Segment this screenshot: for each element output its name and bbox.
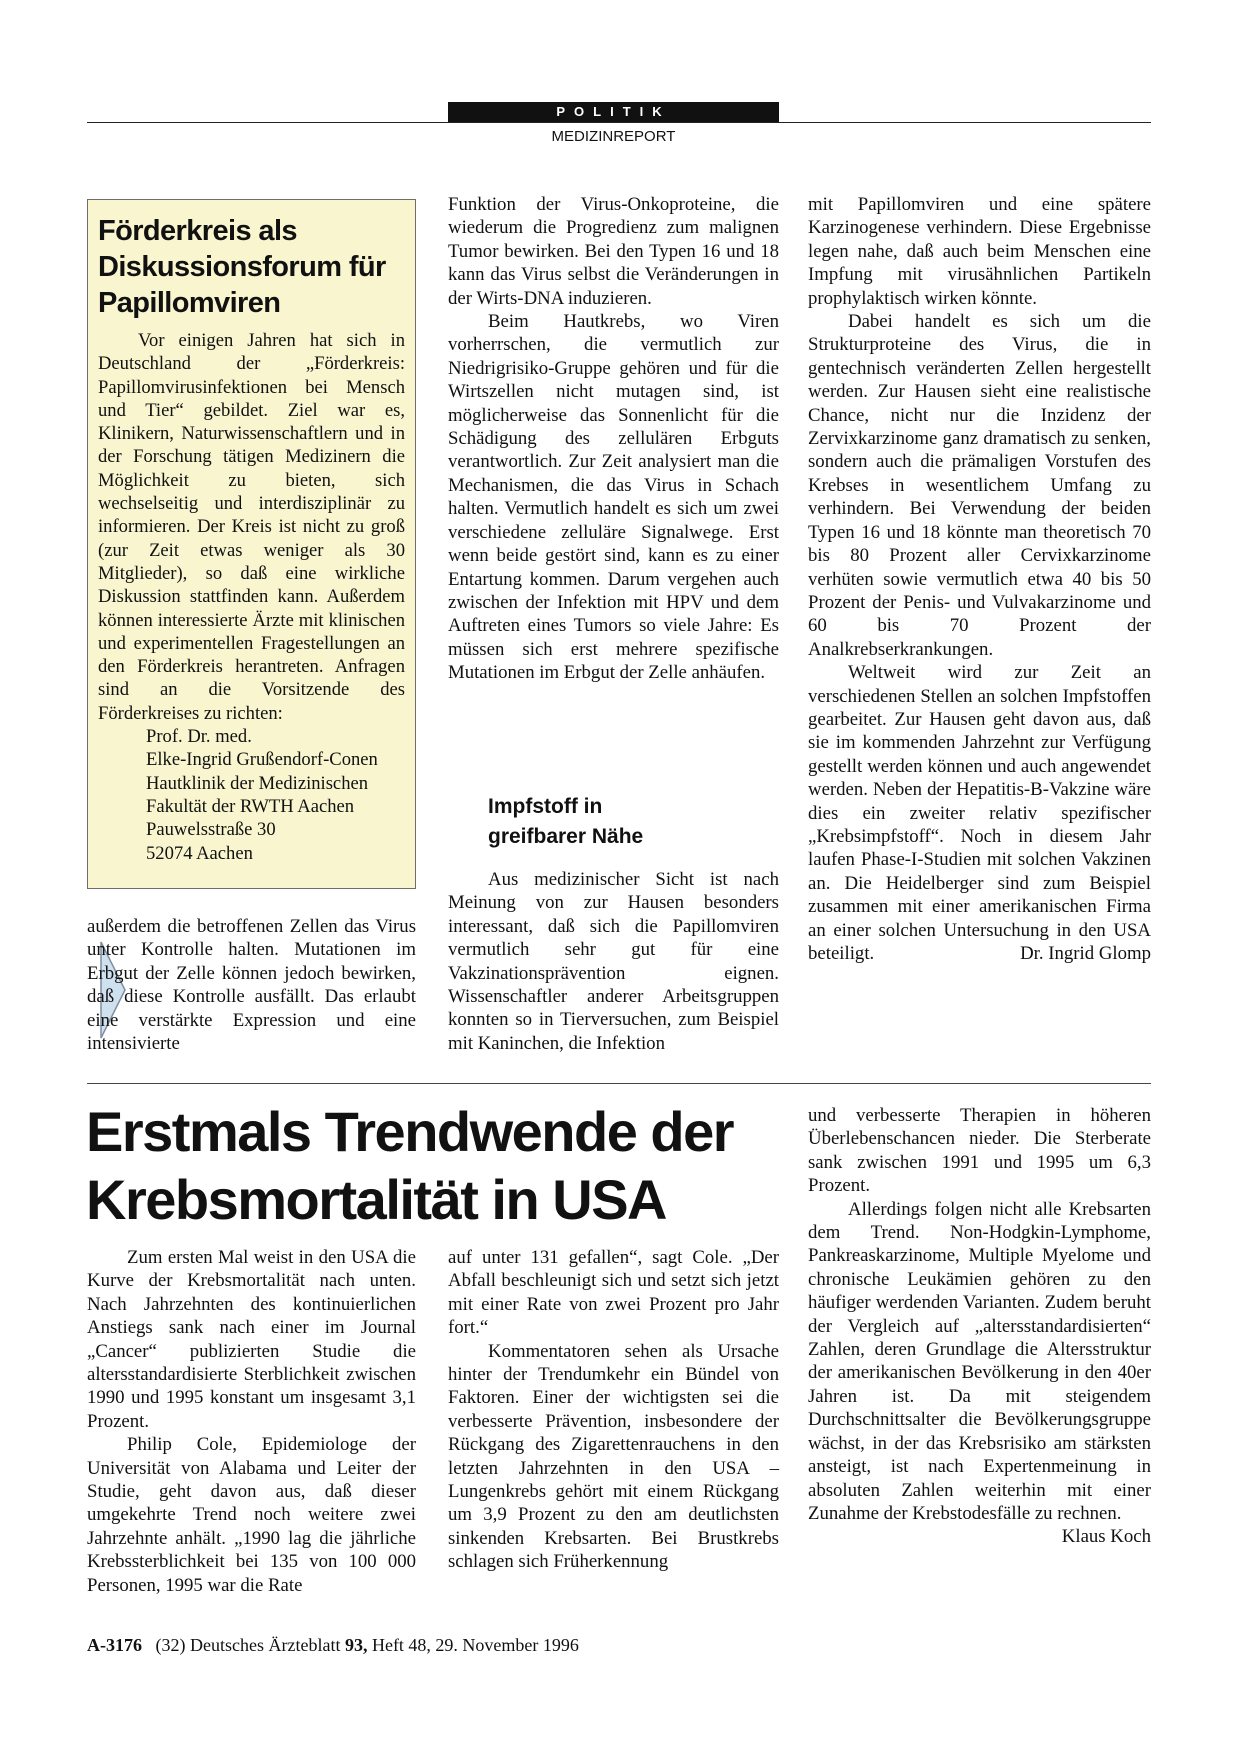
headline-line: Krebsmortalität in USA [86,1168,666,1231]
subsection-label: MEDIZINREPORT [551,128,676,145]
subheading [488,792,788,852]
author-signature: Klaus Koch [1061,1526,1151,1548]
paragraph: außerdem die betroffenen Zellen das Virus unter Kontrolle halten. Mutationen im Erbgut der Zelle können jedoch bewirken, daß diese Kontrolle ausfällt. Das erlaubt eine verstärkte Expression und eine intensivierte [87,916,416,1055]
info-box-title-line: Papillomviren [98,287,281,319]
info-box-text [98,329,405,725]
address-line: Elke-Ingrid Grußendorf-Conen [146,749,378,771]
article-headline [86,1098,806,1234]
paragraph-text: Allerdings folgen nicht alle Krebsarten dem Trend. Non-Hodgkin-Lymphome, Pankreaskarzinome, Multiple Myelome und chronische Leukämien gehören zu den häufiger werdenden Varianten. Zudem beruht der Vergleich auf „altersstandardisierten“ Zahlen, deren Grundlage die Altersstruktur der amerikanischen Bevölkerung in den 40er Jahren ist. Da mit steigendem Durchschnittsalter die Bevölkerungsgruppe wächst, in der das Krebsrisiko am stärksten ansteigt, ist nach Expertenmeinung in absoluten Zahlen weiterhin mit einer Zunahme der Krebstodesfälle zu rechnen. [808,1198,1151,1524]
header-rule [87,122,1151,123]
section-label: POLITIK [448,102,779,122]
paragraph: Dabei handelt es sich um die Strukturproteine des Virus, die in gentechnisch veränderten Zellen hergestellt werden. Zur Hausen sieht eine realistische Chance, nicht nur die Inzidenz der Zervixkarzinome ganz dramatisch zu senken, sondern auch die prämaligen Vorstufen des Krebses in wesentlichem Umfang zu verhindern. Bei Verwendung der beiden Typen 16 und 18 könnte man theoretisch 70 bis 80 Prozent aller Cervixkarzinome verhüten sowie vermutlich etwa 40 bis 50 Prozent der Penis- und Vulvakarzinome und 60 bis 70 Prozent der Analkrebserkrankungen. [808,311,1151,660]
info-box-title-line: Förderkreis als [98,215,297,247]
info-box-title-line: Diskussionsforum für [98,251,386,283]
paragraph: Kommentatoren sehen als Ursache hinter der Trendumkehr ein Bündel von Faktoren. Einer der wichtigsten sei die verbesserte Prävention, insbesondere der Rückgang des Zigarettenrauchens in den letzten Jahrzehnten in den USA – Lungenkrebs gehört mit einem Rückgang um 3,9 Prozent zu den am deutlichsten sinkenden Krebsarten. Bei Brustkrebs schlagen sich Früherkennung [448,1340,779,1573]
address-line: Fakultät der RWTH Aachen [146,795,355,817]
page-footer [87,1633,579,1657]
top-article-col1 [87,915,416,1055]
top-article-col3 [808,193,1151,965]
address-line: 52074 Aachen [146,842,253,864]
headline-line: Erstmals Trendwende der [86,1100,734,1163]
info-box [87,199,416,889]
address-line: Prof. Dr. med. [146,726,252,748]
article-divider [87,1083,1151,1084]
address-line: Hautklinik der Medizinischen [146,772,369,794]
info-box-paragraph: Vor einigen Jahren hat sich in Deutschland der „Förderkreis: Papillomvirusinfektionen bei Mensch und Tier“ gebildet. Ziel war es, Klinikern, Naturwissenschaftlern und in der Forschung tätigen Medizinern die Möglichkeit zu bieten, sich wechselseitig und interdisziplinär zu informieren. Der Kreis ist nicht zu groß (zur Zeit etwas weniger als 30 Mitglieder), so daß eine wirkliche Diskussion stattfinden kann. Außerdem können interessierte Ärzte mit klinischen und experimentellen Fragestellungen an den Förderkreis herantreten. Anfragen sind an die Vorsitzende des Förderkreises zu richten: [98,330,405,724]
bottom-article-col1 [87,1246,416,1597]
volume-number: 93, [344,1635,368,1655]
author-signature: Dr. Ingrid Glomp [1020,943,1151,964]
subheading-line: Impfstoff in [488,795,603,818]
paragraph: Zum ersten Mal weist in den USA die Kurve der Krebsmortalität nach unten. Nach Jahrzehnten des kontinuierlichen Anstiegs sank nach einer im Journal „Cancer“ publizierten Studie die altersstandardisierte Sterblichkeit zwischen 1990 und 1995 konstant um insgesamt 3,1 Prozent. [87,1247,416,1432]
paragraph [808,661,1151,965]
address-line: Pauwelsstraße 30 [146,819,276,841]
bottom-article-col3 [808,1104,1151,1549]
issue-date: Heft 48, 29. November 1996 [371,1635,579,1655]
paragraph [808,1198,1151,1548]
info-box-title [98,213,405,321]
contact-address [146,725,405,865]
paragraph: Beim Hautkrebs, wo Viren vorherrschen, die vermutlich zur Niedrigrisiko-Gruppe gehören und für die Wirtszellen nicht mutagen sind, ist möglicherweise das Sonnenlicht für die Schädigung des zellulären Erbguts verantwortlich. Zur Zeit analysiert man die Mechanismen, die das Virus in Schach halten. Vermutlich handelt es sich um zwei verschiedene zelluläre Signalwege. Erst wenn beide gestört sind, kann es zu einer Entartung kommen. Darum vergehen auch zwischen der Infektion mit HPV und dem Auftreten eines Tumors so viele Jahre: Es müssen sich erst mehrere spezifische Mutationen im Erbgut der Zelle anhäufen. [448,311,779,684]
paragraph: mit Papillomviren und eine spätere Karzinogenese verhindern. Diese Ergebnisse legen nahe, daß auch beim Menschen eine Impfung mit virusähnlichen Partikeln prophylaktisch wirken könnte. [808,194,1151,309]
top-article-col2 [448,193,779,685]
paragraph: und verbesserte Therapien in höheren Überlebenschancen nieder. Die Sterberate sank zwischen 1991 und 1995 um 6,3 Prozent. [808,1105,1151,1197]
paragraph: auf unter 131 gefallen“, sagt Cole. „Der Abfall beschleunigt sich und setzt sich jetzt mit einer Rate von zwei Prozent pro Jahr fort.“ [448,1247,779,1339]
paragraph: Philip Cole, Epidemiologe der Universität von Alabama und Leiter der Studie, geht davon aus, daß dieser umgekehrte Trend noch weitere zwei Jahrzehnte anhält. „1990 lag die jährliche Krebssterblichkeit bei 135 von 100 000 Personen, 1995 war die Rate [87,1434,416,1596]
paragraph: Funktion der Virus-Onkoproteine, die wiederum die Progredienz zum malignen Tumor bewirken. Bei den Typen 16 und 18 kann das Virus selbst die Veränderungen in der Wirts-DNA induzieren. [448,194,779,309]
subheading-line: greifbarer Nähe [488,825,644,848]
bottom-article-col2 [448,1246,779,1574]
top-article-col2-lower [448,868,779,1055]
paragraph-text: Weltweit wird zur Zeit an verschiedenen Stellen an solchen Impfstoffen gearbeitet. Zur Hausen geht davon aus, daß sie im kommenden Jahrzehnt zur Verfügung gestellt werden können und auch angewendet werden. Neben der Hepatitis-B-Vakzine wäre dies ein zweiter relativ spezifischer „Krebsimpfstoff“. Noch in diesem Jahr laufen Phase-I-Studien mit solchen Vakzinen an. Die Heidelberger sind zum Beispiel zusammen mit einer amerikanischen Firma an einer solchen Untersuchung in den USA beteiligt. [808,662,1151,964]
paragraph: Aus medizinischer Sicht ist nach Meinung von zur Hausen besonders interessant, daß sich die Papillomviren vermutlich sehr gut für eine Vakzinationsprävention eignen. Wissenschaftler anderer Arbeitsgruppen konnten so in Tierversuchen, zum Beispiel mit Kaninchen, die Infektion [448,869,779,1054]
page-number: (32) [155,1635,186,1655]
page-code: A-3176 [87,1635,142,1655]
journal-name: Deutsches Ärzteblatt [190,1635,341,1655]
